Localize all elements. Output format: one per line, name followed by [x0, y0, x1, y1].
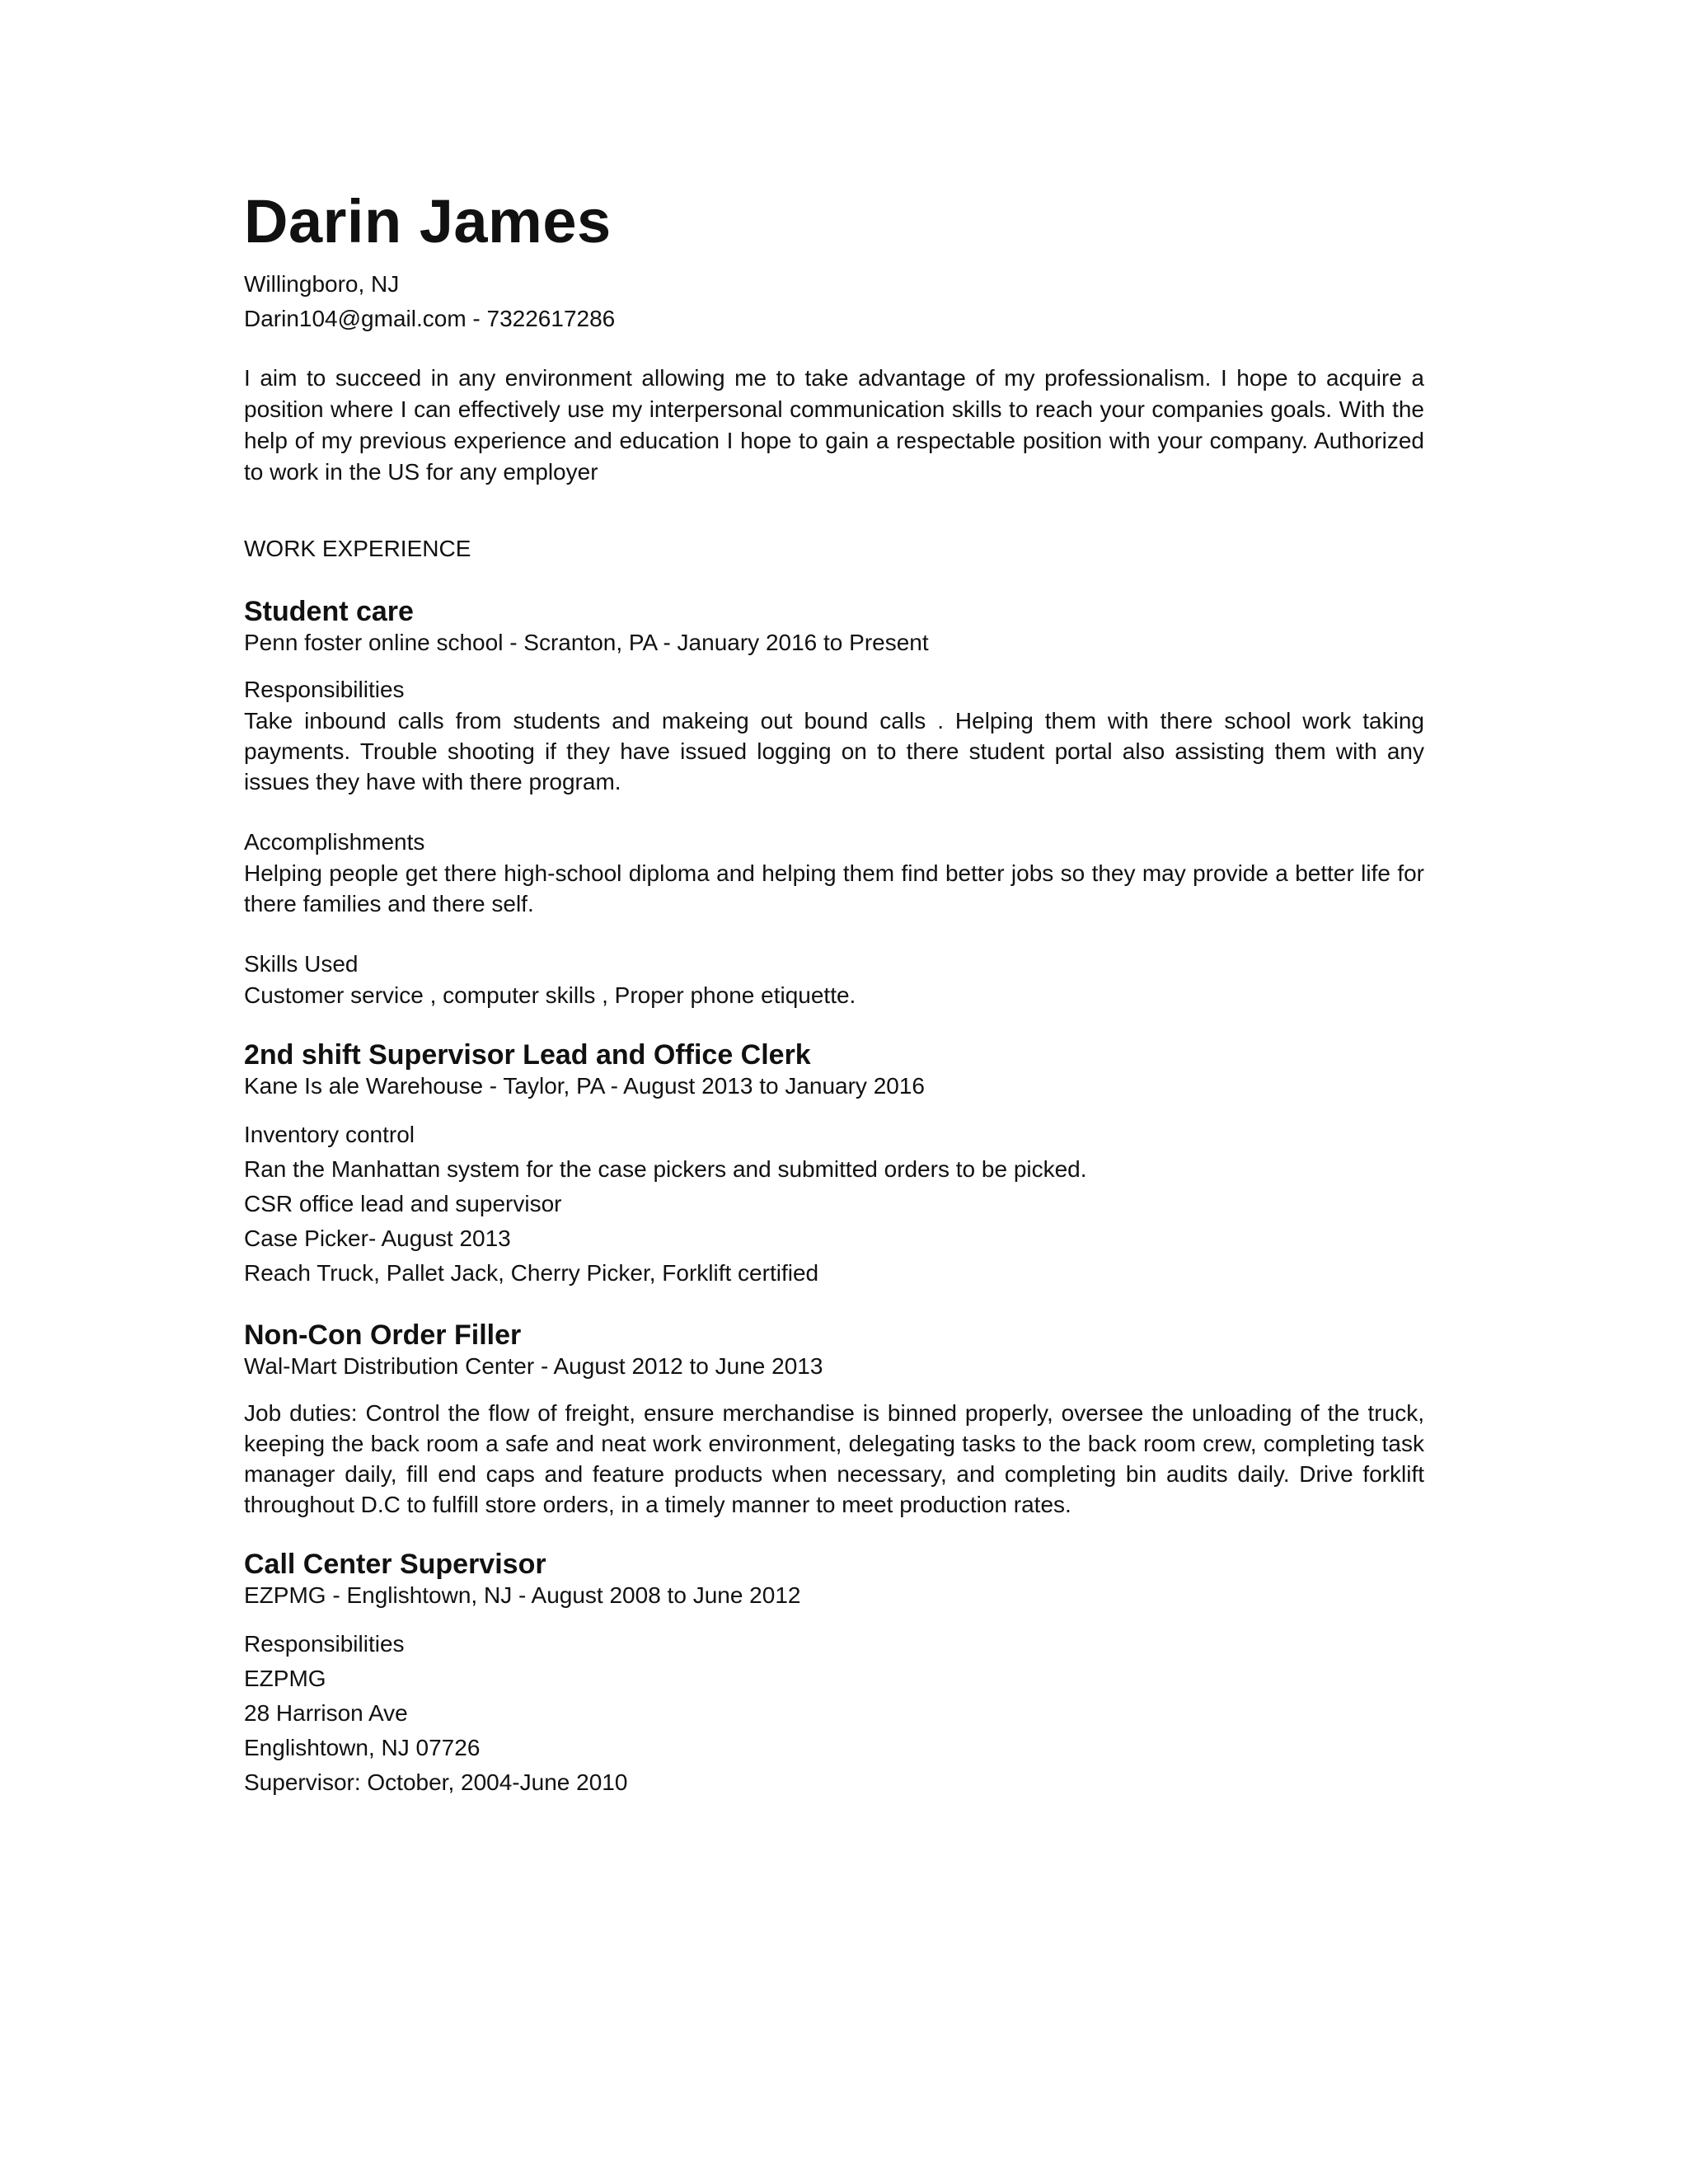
candidate-name: Darin James [244, 187, 612, 255]
responsibilities-text: Take inbound calls from students and makeing out bound calls . Helping them with there school work taking payments. Trouble shooting if they have issued logging on to there student portal also assisting them with any issues they have with there program. [244, 708, 1424, 794]
job-detail-line: Inventory control [244, 1122, 415, 1147]
summary-paragraph: I aim to succeed in any environment allowing me to take advantage of my professionalism. I hope to acquire a position where I can effectively use my interpersonal communication skills to reach your companies goals. With the help of my previous experience and education I hope to gain a respectable position with your company. Authorized to work in the US for any employer [244, 365, 1424, 485]
job-detail-line: Reach Truck, Pallet Jack, Cherry Picker, Forklift certified [244, 1260, 819, 1286]
accomplishments-text: Helping people get there high-school diploma and helping them find better jobs so they may provide a better life for there families and there self. [244, 860, 1424, 916]
job-detail-line: Supervisor: October, 2004-June 2010 [244, 1769, 628, 1795]
job-detail-line: Ran the Manhattan system for the case pickers and submitted orders to be picked. [244, 1156, 1087, 1182]
accomplishments-label: Accomplishments [244, 829, 425, 855]
work-experience-heading: WORK EXPERIENCE [244, 536, 471, 561]
job-duties-text: Job duties: Control the flow of freight, ensure merchandise is binned properly, oversee the unloading of the truck, keeping the back room a safe and neat work environment, delegating tasks to the back room crew, completing task manager daily, fill end caps and feature products when necessary, and completing bin audits daily. Drive forklift throughout D.C to fulfill store orders, in a timely manner to meet production rates. [244, 1400, 1424, 1517]
resume-document [244, 187, 1424, 1800]
job-detail-line: EZPMG [244, 1666, 326, 1691]
job-meta: EZPMG - Englishtown, NJ - August 2008 to June 2012 [244, 1582, 801, 1608]
job-entry [244, 1319, 1424, 1520]
candidate-contact: Darin104@gmail.com - 7322617286 [244, 306, 616, 331]
job-detail-line: Responsibilities [244, 1631, 405, 1657]
job-entry [244, 1038, 1424, 1291]
job-detail-line: Case Picker- August 2013 [244, 1226, 511, 1251]
job-title: Student care [244, 596, 414, 627]
job-meta: Penn foster online school - Scranton, PA - January 2016 to Present [244, 630, 929, 655]
job-title: 2nd shift Supervisor Lead and Office Clerk [244, 1039, 811, 1071]
skills-text: Customer service , computer skills , Proper phone etiquette. [244, 982, 856, 1008]
job-title: Call Center Supervisor [244, 1549, 546, 1580]
candidate-location: Willingboro, NJ [244, 271, 400, 297]
job-entry [244, 1548, 1424, 1800]
job-detail-line: 28 Harrison Ave [244, 1700, 408, 1726]
job-meta: Wal-Mart Distribution Center - August 2012 to June 2013 [244, 1353, 823, 1379]
job-entry [244, 595, 1424, 1010]
skills-label: Skills Used [244, 951, 359, 977]
responsibilities-label: Responsibilities [244, 677, 405, 702]
job-title: Non-Con Order Filler [244, 1319, 522, 1351]
job-detail-line: CSR office lead and supervisor [244, 1191, 562, 1216]
job-detail-line: Englishtown, NJ 07726 [244, 1735, 481, 1760]
job-meta: Kane Is ale Warehouse - Taylor, PA - August 2013 to January 2016 [244, 1073, 925, 1099]
